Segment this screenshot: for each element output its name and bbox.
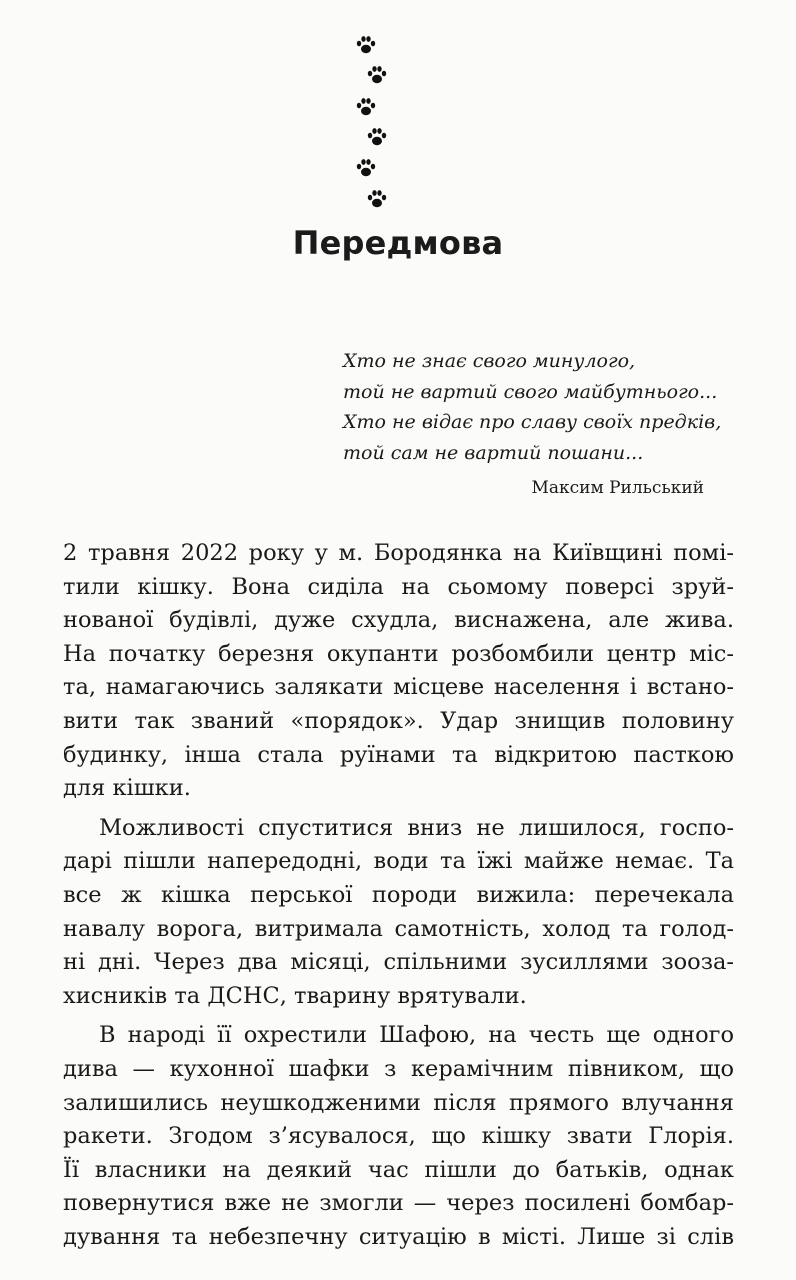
body-text bbox=[63, 537, 734, 1254]
paragraph bbox=[63, 812, 734, 1014]
text-line: та, намагаючись залякати місцеве населення і встано- bbox=[63, 674, 734, 701]
paw-trail bbox=[0, 0, 796, 230]
text-line: Її власники на деякий час пішли до батьків, однак bbox=[63, 1156, 734, 1183]
text-line: будинку, інша стала руїнами та відкритою пасткою bbox=[63, 741, 734, 768]
paragraph bbox=[63, 537, 734, 806]
text-line: навалу ворога, витримала самотність, холод та голод- bbox=[63, 915, 734, 942]
text-line: 2 травня 2022 року у м. Бородянка на Київщині помі- bbox=[63, 540, 734, 566]
text-line: дування та небезпечну ситуацію в місті. Лише зі слів bbox=[63, 1223, 734, 1250]
epigraph-line: той сам не вартий пошани... bbox=[343, 441, 644, 464]
text-line: ракети. Згодом з’ясувалося, що кішку звати Глорія. bbox=[63, 1123, 734, 1150]
epigraph bbox=[343, 346, 763, 468]
text-line: все ж кішка перської породи вижила: перечекала bbox=[63, 881, 734, 908]
text-line: хисників та ДСНС, тварину врятували. bbox=[63, 982, 527, 1009]
paw-icon bbox=[366, 127, 388, 147]
text-line: вити так званий «порядок». Удар знищив половину bbox=[63, 707, 734, 734]
paw-icon bbox=[355, 97, 377, 117]
text-line: дарі пішли напередодні, води та їжі майже немає. Та bbox=[63, 848, 734, 875]
text-line: дива — кухонної шафки з керамічним півником, що bbox=[63, 1055, 734, 1082]
page-title: Передмова bbox=[292, 224, 504, 262]
text-line: повернутися вже не змогли — через посилені бомбар- bbox=[63, 1190, 734, 1217]
text-line: для кішки. bbox=[63, 775, 191, 802]
epigraph-line: Хто не знає свого минулого, bbox=[343, 350, 636, 372]
paw-icon bbox=[355, 158, 377, 178]
paragraph bbox=[63, 1019, 734, 1254]
epigraph-line: той не вартий свого майбутнього... bbox=[343, 380, 718, 403]
text-line: залишились неушкодженими після прямого влучання bbox=[63, 1089, 734, 1116]
paw-icon bbox=[366, 189, 388, 209]
text-line: На початку березня окупанти розбомбили центр міс- bbox=[63, 640, 734, 667]
text-line: Можливості спуститися вниз не лишилося, госпо- bbox=[99, 814, 734, 841]
paw-icon bbox=[355, 35, 377, 55]
text-line: тили кішку. Вона сиділа на сьомому поверсі зруй- bbox=[63, 573, 734, 600]
paw-icon bbox=[366, 65, 388, 85]
text-line: В народі її охрестили Шафою, на честь ще одного bbox=[99, 1022, 734, 1049]
epigraph-author: Максим Рильський bbox=[531, 478, 704, 498]
text-line: ні дні. Через два місяці, спільними зусиллями зооза- bbox=[63, 949, 734, 976]
text-line: нованої будівлі, дуже схудла, виснажена, але жива. bbox=[63, 607, 734, 634]
epigraph-line: Хто не відає про славу своїх предків, bbox=[343, 411, 722, 433]
